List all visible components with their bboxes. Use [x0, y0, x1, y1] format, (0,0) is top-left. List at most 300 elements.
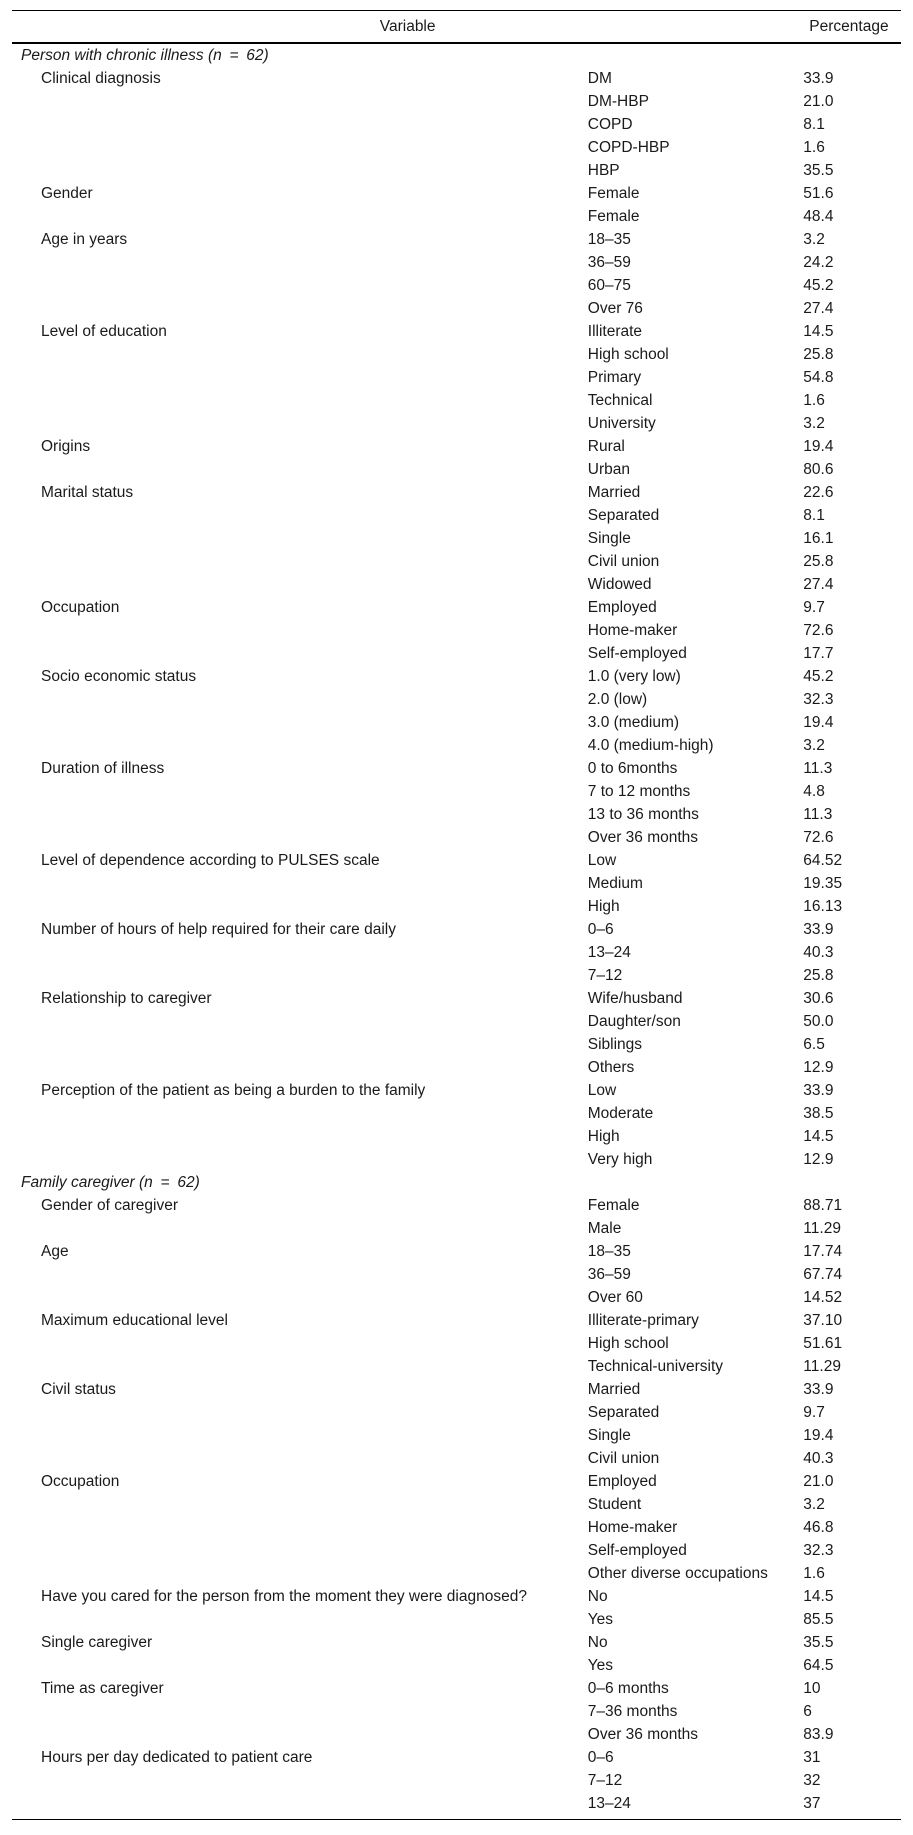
category-cell: Moderate: [587, 1105, 654, 1122]
variable-cell: Gender: [41, 185, 93, 202]
variable-cell: [12, 1125, 588, 1148]
percentage-cell: 50.0: [803, 1013, 834, 1030]
table-row: [12, 1424, 901, 1447]
category-cell: 0 to 6months: [587, 760, 678, 777]
table-row: [12, 1401, 901, 1424]
variable-cell: [12, 113, 588, 136]
variable-cell: [12, 964, 588, 987]
percentage-cell: 72.6: [803, 829, 834, 846]
percentage-cell: 72.6: [803, 622, 834, 639]
table-row: [12, 987, 901, 1010]
category-cell: Self-employed: [587, 1542, 687, 1559]
table-row: [12, 941, 901, 964]
percentage-cell: 16.1: [803, 530, 834, 547]
percentage-cell: 32.3: [803, 691, 834, 708]
percentage-cell: 11.3: [803, 806, 833, 823]
percentage-cell: 33.9: [803, 1381, 834, 1398]
percentage-cell: 11.29: [803, 1358, 841, 1375]
table-row: [12, 780, 901, 803]
category-cell: No: [587, 1634, 608, 1651]
variable-cell: [12, 458, 588, 481]
category-cell: Married: [587, 1381, 641, 1398]
percentage-cell: 14.52: [803, 1289, 843, 1306]
percentage-cell: 6: [803, 1703, 812, 1720]
table-row: [12, 1654, 901, 1677]
table-row: [12, 1470, 901, 1493]
header-variable: Variable: [12, 11, 803, 44]
variable-cell: [12, 1102, 588, 1125]
category-cell: Married: [587, 484, 641, 501]
table-row: [12, 343, 901, 366]
variable-cell: Occupation: [41, 1473, 120, 1490]
category-cell: 7 to 12 months: [587, 783, 691, 800]
table-row: [12, 1240, 901, 1263]
table-row: [12, 481, 901, 504]
percentage-cell: 88.71: [803, 1197, 843, 1214]
group-title: Family caregiver (n = 62): [21, 1174, 200, 1191]
percentage-cell: 22.6: [803, 484, 834, 501]
table-row: [12, 1056, 901, 1079]
table-row: [12, 297, 901, 320]
variable-cell: [12, 366, 588, 389]
category-cell: Others: [587, 1059, 635, 1076]
percentage-cell: 3.2: [803, 737, 825, 754]
variable-cell: [12, 895, 588, 918]
variable-cell: [12, 136, 588, 159]
category-cell: Urban: [587, 461, 630, 478]
percentage-cell: 35.5: [803, 162, 834, 179]
category-cell: Technical-university: [587, 1358, 724, 1375]
table-row: [12, 113, 901, 136]
table-row: [12, 1217, 901, 1240]
variable-cell: [12, 1562, 588, 1585]
percentage-cell: 33.9: [803, 1082, 834, 1099]
header-row: [12, 11, 901, 44]
percentage-cell: 64.5: [803, 1657, 834, 1674]
table-row: [12, 619, 901, 642]
table-row: [12, 1355, 901, 1378]
category-cell: 0–6: [587, 921, 614, 938]
category-cell: DM-HBP: [587, 93, 649, 110]
variable-cell: Age: [41, 1243, 69, 1260]
variable-cell: [12, 1792, 588, 1820]
variable-cell: [12, 1493, 588, 1516]
category-cell: Student: [587, 1496, 642, 1513]
variable-cell: [12, 297, 588, 320]
category-cell: Employed: [587, 1473, 657, 1490]
percentage-cell: 27.4: [803, 576, 834, 593]
variable-cell: [12, 1608, 588, 1631]
variable-cell: [12, 90, 588, 113]
table-row: [12, 964, 901, 987]
variable-cell: Origins: [41, 438, 91, 455]
percentage-cell: 16.13: [803, 898, 843, 915]
variable-cell: [12, 1148, 588, 1171]
table-row: [12, 435, 901, 458]
variable-cell: [12, 527, 588, 550]
percentage-cell: 46.8: [803, 1519, 834, 1536]
percentage-cell: 25.8: [803, 553, 834, 570]
percentage-cell: 1.6: [803, 392, 825, 409]
variable-cell: [12, 1033, 588, 1056]
category-cell: Separated: [587, 1404, 660, 1421]
variable-cell: [12, 1263, 588, 1286]
category-cell: Very high: [587, 1151, 653, 1168]
table-row: [12, 1539, 901, 1562]
variable-cell: [12, 1654, 588, 1677]
percentage-cell: 19.35: [803, 875, 843, 892]
percentage-cell: 3.2: [803, 1496, 825, 1513]
category-cell: Female: [587, 208, 640, 225]
variable-cell: [12, 1424, 588, 1447]
category-cell: Daughter/son: [587, 1013, 681, 1030]
category-cell: Female: [587, 1197, 640, 1214]
category-cell: 2.0 (low): [587, 691, 648, 708]
category-cell: COPD: [587, 116, 633, 133]
table-row: [12, 1608, 901, 1631]
table-row: [12, 872, 901, 895]
table-row: [12, 688, 901, 711]
category-cell: HBP: [587, 162, 620, 179]
percentage-cell: 51.6: [803, 185, 834, 202]
percentage-cell: 14.5: [803, 323, 834, 340]
table-row: [12, 136, 901, 159]
variable-cell: Level of dependence according to PULSES scale: [41, 852, 380, 869]
variable-cell: Occupation: [41, 599, 120, 616]
table-row: [12, 228, 901, 251]
percentage-cell: 10: [803, 1680, 821, 1697]
variable-cell: [12, 412, 588, 435]
table-row: [12, 274, 901, 297]
variable-cell: [12, 1447, 588, 1470]
table-row: [12, 1746, 901, 1769]
table-row: [12, 159, 901, 182]
table-row: [12, 1792, 901, 1820]
variable-cell: [12, 1355, 588, 1378]
category-cell: Self-employed: [587, 645, 687, 662]
percentage-cell: 51.61: [803, 1335, 843, 1352]
percentage-cell: 32: [803, 1772, 821, 1789]
table-row: [12, 1631, 901, 1654]
category-cell: Primary: [587, 369, 642, 386]
category-cell: 3.0 (medium): [587, 714, 680, 731]
percentage-cell: 4.8: [803, 783, 825, 800]
percentage-cell: 45.2: [803, 277, 834, 294]
category-cell: 4.0 (medium-high): [587, 737, 714, 754]
table-row: [12, 366, 901, 389]
percentage-cell: 14.5: [803, 1128, 834, 1145]
variable-cell: Civil status: [41, 1381, 116, 1398]
variable-cell: [12, 941, 588, 964]
variable-cell: [12, 1723, 588, 1746]
category-cell: 7–12: [587, 1772, 623, 1789]
category-cell: Other diverse occupations: [587, 1565, 768, 1582]
variable-cell: Clinical diagnosis: [41, 70, 161, 87]
category-cell: Yes: [587, 1611, 614, 1628]
variable-cell: [12, 642, 588, 665]
percentage-cell: 8.1: [803, 507, 825, 524]
variable-cell: Duration of illness: [41, 760, 165, 777]
variable-cell: [12, 1516, 588, 1539]
category-cell: Civil union: [587, 1450, 660, 1467]
category-cell: Yes: [587, 1657, 614, 1674]
table-row: [12, 90, 901, 113]
percentage-cell: 1.6: [803, 1565, 825, 1582]
variable-cell: [12, 619, 588, 642]
category-cell: Low: [587, 852, 617, 869]
percentage-cell: 33.9: [803, 70, 834, 87]
variable-cell: Gender of caregiver: [41, 1197, 178, 1214]
category-cell: Male: [587, 1220, 622, 1237]
variable-cell: Marital status: [41, 484, 134, 501]
variable-cell: [12, 826, 588, 849]
percentage-cell: 12.9: [803, 1151, 834, 1168]
table-row: [12, 1148, 901, 1171]
percentage-cell: 9.7: [803, 599, 825, 616]
percentage-cell: 21.0: [803, 1473, 834, 1490]
category-cell: Female: [587, 185, 640, 202]
category-cell: 1.0 (very low): [587, 668, 681, 685]
variable-cell: Level of education: [41, 323, 167, 340]
category-cell: COPD-HBP: [587, 139, 670, 156]
percentage-cell: 14.5: [803, 1588, 834, 1605]
table-row: [12, 1102, 901, 1125]
percentage-cell: 24.2: [803, 254, 834, 271]
percentage-cell: 33.9: [803, 921, 834, 938]
category-cell: High school: [587, 1335, 669, 1352]
category-cell: Single: [587, 1427, 631, 1444]
percentage-cell: 38.5: [803, 1105, 834, 1122]
percentage-cell: 40.3: [803, 1450, 834, 1467]
category-cell: Wife/husband: [587, 990, 683, 1007]
percentage-cell: 64.52: [803, 852, 843, 869]
variable-cell: Socio economic status: [41, 668, 197, 685]
category-cell: Home-maker: [587, 1519, 678, 1536]
category-cell: Single: [587, 530, 631, 547]
percentage-cell: 3.2: [803, 415, 825, 432]
category-cell: 0–6 months: [587, 1680, 669, 1697]
table-row: [12, 1677, 901, 1700]
table-row: [12, 1723, 901, 1746]
percentage-cell: 83.9: [803, 1726, 834, 1743]
table-row: [12, 803, 901, 826]
table-row: [12, 757, 901, 780]
category-cell: Civil union: [587, 553, 660, 570]
group-row: [12, 43, 901, 67]
category-cell: Low: [587, 1082, 617, 1099]
category-cell: 18–35: [587, 231, 631, 248]
table-row: [12, 550, 901, 573]
table-row: [12, 665, 901, 688]
variable-cell: [12, 205, 588, 228]
category-cell: Illiterate-primary: [587, 1312, 699, 1329]
variable-cell: [12, 504, 588, 527]
table-row: [12, 389, 901, 412]
table-header: [12, 11, 901, 44]
table-row: [12, 895, 901, 918]
percentage-cell: 27.4: [803, 300, 834, 317]
variable-cell: [12, 688, 588, 711]
variable-cell: [12, 803, 588, 826]
variable-cell: Have you cared for the person from the moment they were diagnosed?: [41, 1588, 527, 1605]
header-percentage: Percentage: [803, 11, 901, 44]
category-cell: Technical: [587, 392, 653, 409]
variable-cell: [12, 1286, 588, 1309]
table-row: [12, 320, 901, 343]
variable-cell: [12, 550, 588, 573]
group-row: [12, 1171, 901, 1194]
table-row: [12, 1516, 901, 1539]
category-cell: 13 to 36 months: [587, 806, 699, 823]
table-row: [12, 1125, 901, 1148]
variable-cell: [12, 251, 588, 274]
percentage-cell: 17.7: [803, 645, 834, 662]
table-body: [12, 43, 901, 1820]
variable-cell: Hours per day dedicated to patient care: [41, 1749, 313, 1766]
table-row: [12, 1079, 901, 1102]
category-cell: High school: [587, 346, 669, 363]
category-cell: 60–75: [587, 277, 631, 294]
table-row: [12, 1378, 901, 1401]
table-row: [12, 527, 901, 550]
variable-cell: Number of hours of help required for their care daily: [41, 921, 396, 938]
variable-cell: [12, 1700, 588, 1723]
percentage-cell: 37.10: [803, 1312, 843, 1329]
table-row: [12, 67, 901, 90]
percentage-cell: 48.4: [803, 208, 834, 225]
table-row: [12, 1309, 901, 1332]
table-row: [12, 1286, 901, 1309]
variable-cell: Single caregiver: [41, 1634, 153, 1651]
category-cell: Over 76: [587, 300, 643, 317]
percentage-cell: 37: [803, 1792, 901, 1820]
variable-cell: [12, 1010, 588, 1033]
variable-cell: [12, 1056, 588, 1079]
variable-cell: Maximum educational level: [41, 1312, 228, 1329]
percentage-cell: 32.3: [803, 1542, 834, 1559]
percentage-cell: 12.9: [803, 1059, 834, 1076]
variable-cell: Age in years: [41, 231, 128, 248]
percentage-cell: 19.4: [803, 438, 834, 455]
percentage-cell: 3.2: [803, 231, 825, 248]
variable-cell: [12, 1217, 588, 1240]
variable-cell: [12, 389, 588, 412]
percentage-cell: 6.5: [803, 1036, 825, 1053]
table-row: [12, 1263, 901, 1286]
table-row: [12, 1769, 901, 1792]
category-cell: Over 60: [587, 1289, 643, 1306]
percentage-cell: 25.8: [803, 967, 834, 984]
table-row: [12, 711, 901, 734]
table-row: [12, 596, 901, 619]
table-row: [12, 458, 901, 481]
percentage-cell: 54.8: [803, 369, 834, 386]
category-cell: Separated: [587, 507, 660, 524]
percentage-cell: 45.2: [803, 668, 834, 685]
category-cell: 7–36 months: [587, 1703, 678, 1720]
category-cell: 36–59: [587, 1266, 631, 1283]
percentage-cell: 1.6: [803, 139, 825, 156]
variable-cell: [12, 159, 588, 182]
category-cell: Siblings: [587, 1036, 643, 1053]
category-cell: No: [587, 1588, 608, 1605]
category-cell: Over 36 months: [587, 1726, 699, 1743]
variable-cell: [12, 274, 588, 297]
category-cell: 13–24: [587, 944, 631, 961]
category-cell: 7–12: [587, 967, 623, 984]
percentage-cell: 30.6: [803, 990, 834, 1007]
table-row: [12, 1493, 901, 1516]
table-row: [12, 1194, 901, 1217]
category-cell: DM: [587, 70, 612, 87]
category-cell: 36–59: [587, 254, 631, 271]
category-cell: Home-maker: [587, 622, 678, 639]
category-cell: Employed: [587, 599, 657, 616]
table-row: [12, 573, 901, 596]
percentage-cell: 35.5: [803, 1634, 834, 1651]
variable-cell: [12, 780, 588, 803]
category-cell: Over 36 months: [587, 829, 699, 846]
table-row: [12, 182, 901, 205]
table-row: [12, 642, 901, 665]
table-row: [12, 734, 901, 757]
variable-cell: [12, 1769, 588, 1792]
percentage-cell: 80.6: [803, 461, 834, 478]
table-row: [12, 251, 901, 274]
percentage-cell: 21.0: [803, 93, 834, 110]
variable-cell: [12, 1401, 588, 1424]
variable-cell: Relationship to caregiver: [41, 990, 212, 1007]
percentage-cell: 31: [803, 1749, 821, 1766]
table-row: [12, 918, 901, 941]
percentage-cell: 19.4: [803, 714, 834, 731]
category-cell: 13–24: [588, 1792, 804, 1820]
category-cell: University: [587, 415, 656, 432]
variable-cell: Time as caregiver: [41, 1680, 164, 1697]
table-row: [12, 1585, 901, 1608]
table-row: [12, 826, 901, 849]
category-cell: High: [587, 898, 620, 915]
data-table: [12, 10, 901, 1820]
category-cell: High: [587, 1128, 620, 1145]
variable-cell: [12, 734, 588, 757]
table-row: [12, 1332, 901, 1355]
percentage-cell: 67.74: [803, 1266, 843, 1283]
percentage-cell: 9.7: [803, 1404, 825, 1421]
table-row: [12, 849, 901, 872]
category-cell: Medium: [587, 875, 643, 892]
table-row: [12, 205, 901, 228]
variable-cell: [12, 343, 588, 366]
table-row: [12, 412, 901, 435]
percentage-cell: 17.74: [803, 1243, 843, 1260]
variable-cell: [12, 872, 588, 895]
table-row: [12, 504, 901, 527]
variable-cell: [12, 1539, 588, 1562]
percentage-cell: 85.5: [803, 1611, 834, 1628]
variable-cell: Perception of the patient as being a burden to the family: [41, 1082, 426, 1099]
variable-cell: [12, 573, 588, 596]
percentage-cell: 19.4: [803, 1427, 834, 1444]
category-cell: 0–6: [587, 1749, 614, 1766]
percentage-cell: 40.3: [803, 944, 834, 961]
variable-cell: [12, 711, 588, 734]
percentage-cell: 11.29: [803, 1220, 841, 1237]
table-row: [12, 1562, 901, 1585]
percentage-cell: 8.1: [803, 116, 825, 133]
category-cell: Rural: [587, 438, 625, 455]
table-row: [12, 1700, 901, 1723]
